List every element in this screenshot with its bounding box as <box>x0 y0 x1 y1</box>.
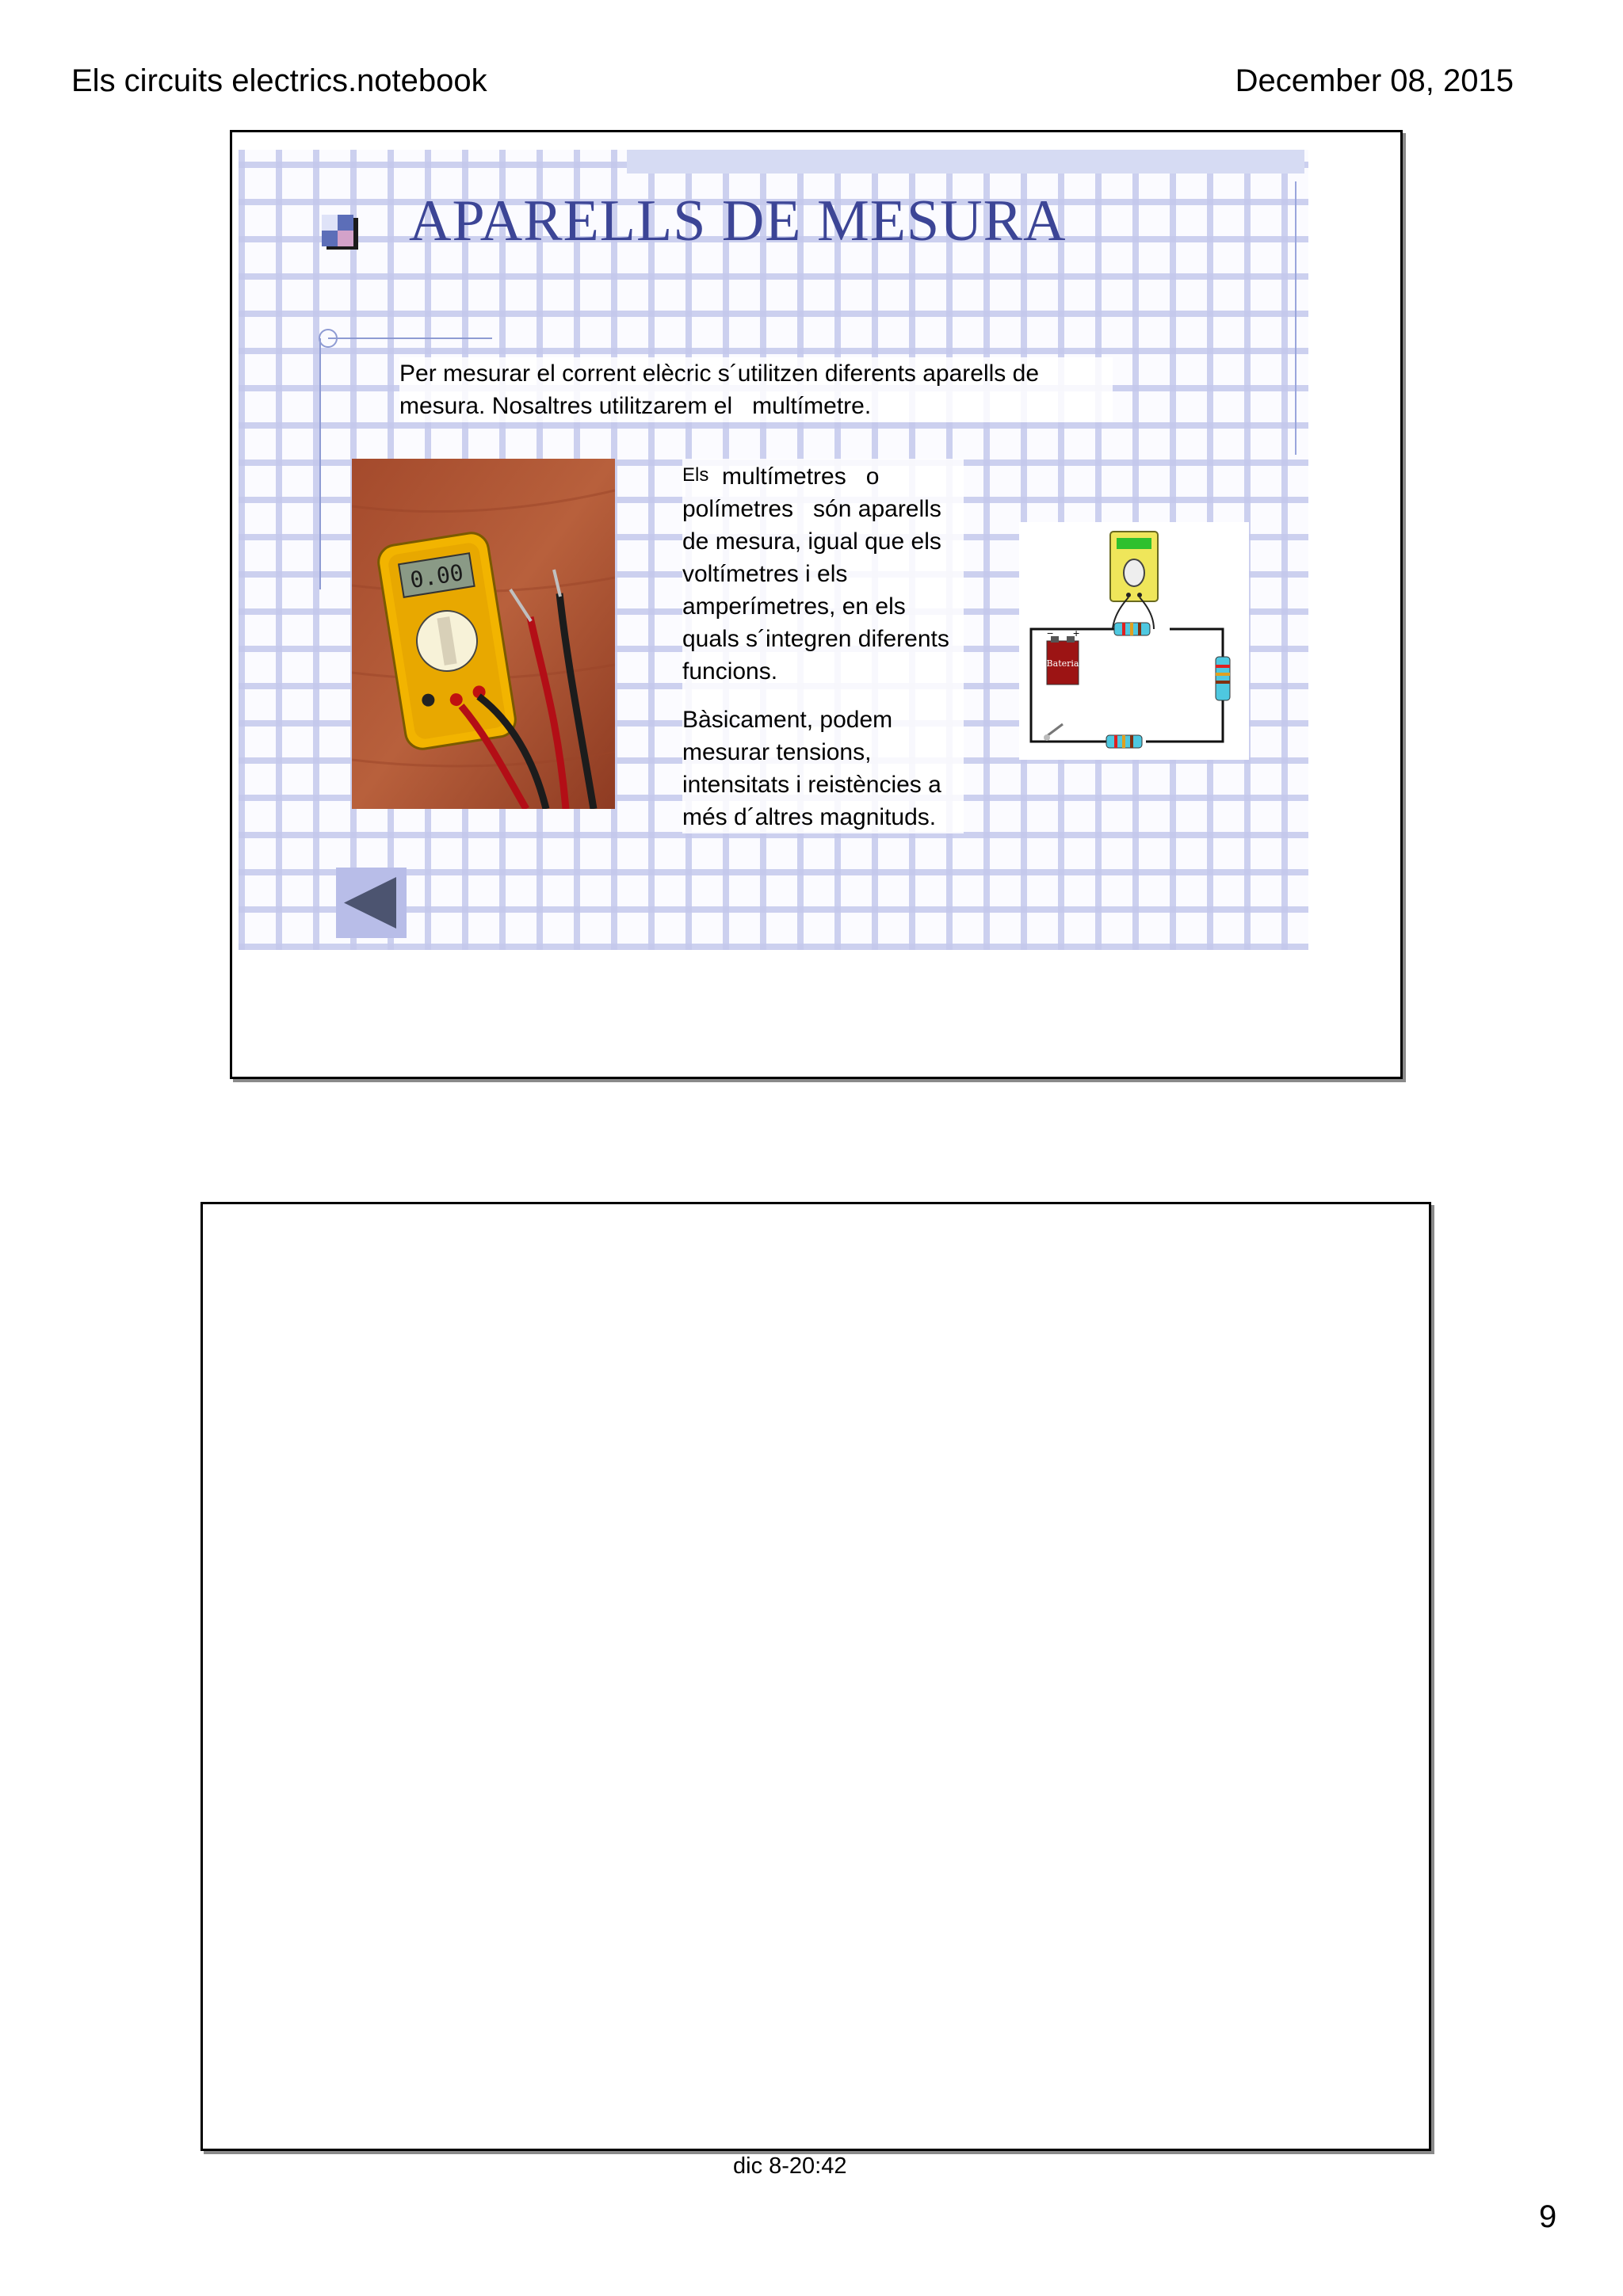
word-els: Els <box>682 464 709 486</box>
description-paragraph-1 <box>682 459 964 688</box>
slide-frame-blank <box>200 1202 1431 2151</box>
slide <box>239 150 1308 950</box>
battery-plus: + <box>1073 627 1080 639</box>
back-button[interactable] <box>336 868 407 938</box>
circuit-diagram <box>1019 522 1249 760</box>
intro-text <box>399 357 1113 422</box>
description-paragraph-1-rest: multímetres o polímetres són aparells de mesura, igual que els voltímetres i els amperímetres, en els quals s´integren diferents funcions. <box>682 463 957 685</box>
vertical-rule-decoration <box>1295 181 1296 455</box>
notebook-title: Els circuits electrics.notebook <box>71 63 487 98</box>
intro-line-1: Per mesurar el corrent elècric s´utilitzen diferents aparells de <box>399 360 1039 387</box>
multimeter-display: 0.00 <box>408 559 465 594</box>
square-bullet-icon <box>320 213 360 253</box>
slide-title: APARELLS DE MESURA <box>409 189 1067 254</box>
page-number: 9 <box>1539 2199 1557 2234</box>
left-triangle-icon <box>336 868 407 938</box>
description-paragraph-2: Bàsicament, podem mesurar tensions, intensitats i reistències a més d´altres magnituds. <box>682 707 941 830</box>
battery-minus: − <box>1047 627 1054 639</box>
top-band-decoration <box>627 150 1304 174</box>
description-text <box>682 459 964 833</box>
intro-line-2: mesura. Nosaltres utilitzarem el multímetre. <box>399 393 872 419</box>
slide-frame-top <box>230 130 1403 1079</box>
multimeter-photo <box>352 459 615 809</box>
notebook-date: December 08, 2015 <box>1235 63 1514 98</box>
battery-label: Bateria <box>1046 658 1079 669</box>
timestamp: dic 8-20:42 <box>733 2153 847 2179</box>
